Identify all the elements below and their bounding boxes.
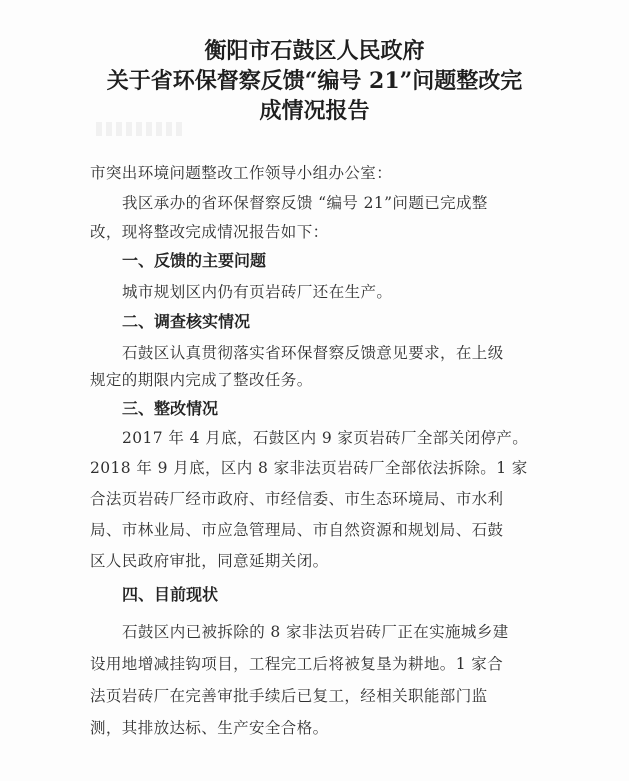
section-heading-3: 三、整改情况 [122,399,219,418]
intro-line-2: 改，现将整改完成情况报告如下： [90,223,329,241]
section-4-line-2: 设用地增减挂钩项目，工程完工后将被复垦为耕地。1 家合 [90,655,504,673]
section-heading-2: 二、调查核实情况 [122,312,251,331]
section-2-line-1: 石鼓区认真贯彻落实省环保督察反馈意见要求，在上级 [122,344,504,362]
section-1-line-1: 城市规划区内仍有页岩砖厂还在生产。 [122,283,393,301]
section-4-line-4: 测，其排放达标、生产安全合格。 [90,719,329,737]
addressee: 市突出环境问题整改工作领导小组办公室： [90,164,393,182]
section-3-line-5: 区人民政府审批，同意延期关闭。 [90,552,329,570]
section-3-line-4: 局、市林业局、市应急管理局、市自然资源和规划局、石鼓 [90,521,504,539]
title-line-1: 衡阳市石鼓区人民政府 [204,38,425,64]
section-3-line-2: 2018 年 9 月底，区内 8 家非法页岩砖厂全部依法拆除。1 家 [90,459,528,477]
faint-bleed-through-mark [96,122,186,136]
section-3-line-3: 合法页岩砖厂经市政府、市经信委、市生态环境局、市水利 [90,490,504,508]
intro-line-1: 我区承办的省环保督察反馈 “编号 21”问题已完成整 [122,194,488,212]
title-line-3: 成情况报告 [259,98,370,124]
section-3-line-1: 2017 年 4 月底，石鼓区内 9 家页岩砖厂全部关闭停产。 [122,429,529,447]
section-4-line-1: 石鼓区内已被拆除的 8 家非法页岩砖厂正在实施城乡建 [122,623,509,641]
section-heading-1: 一、反馈的主要问题 [122,251,267,270]
title-line-2: 关于省环保督察反馈“编号 21”问题整改完 [106,68,523,94]
section-4-line-3: 法页岩砖厂在完善审批手续后已复工，经相关职能部门监 [90,687,488,705]
section-2-line-2: 规定的期限内完成了整改任务。 [90,371,313,389]
section-heading-4: 四、目前现状 [122,585,219,604]
